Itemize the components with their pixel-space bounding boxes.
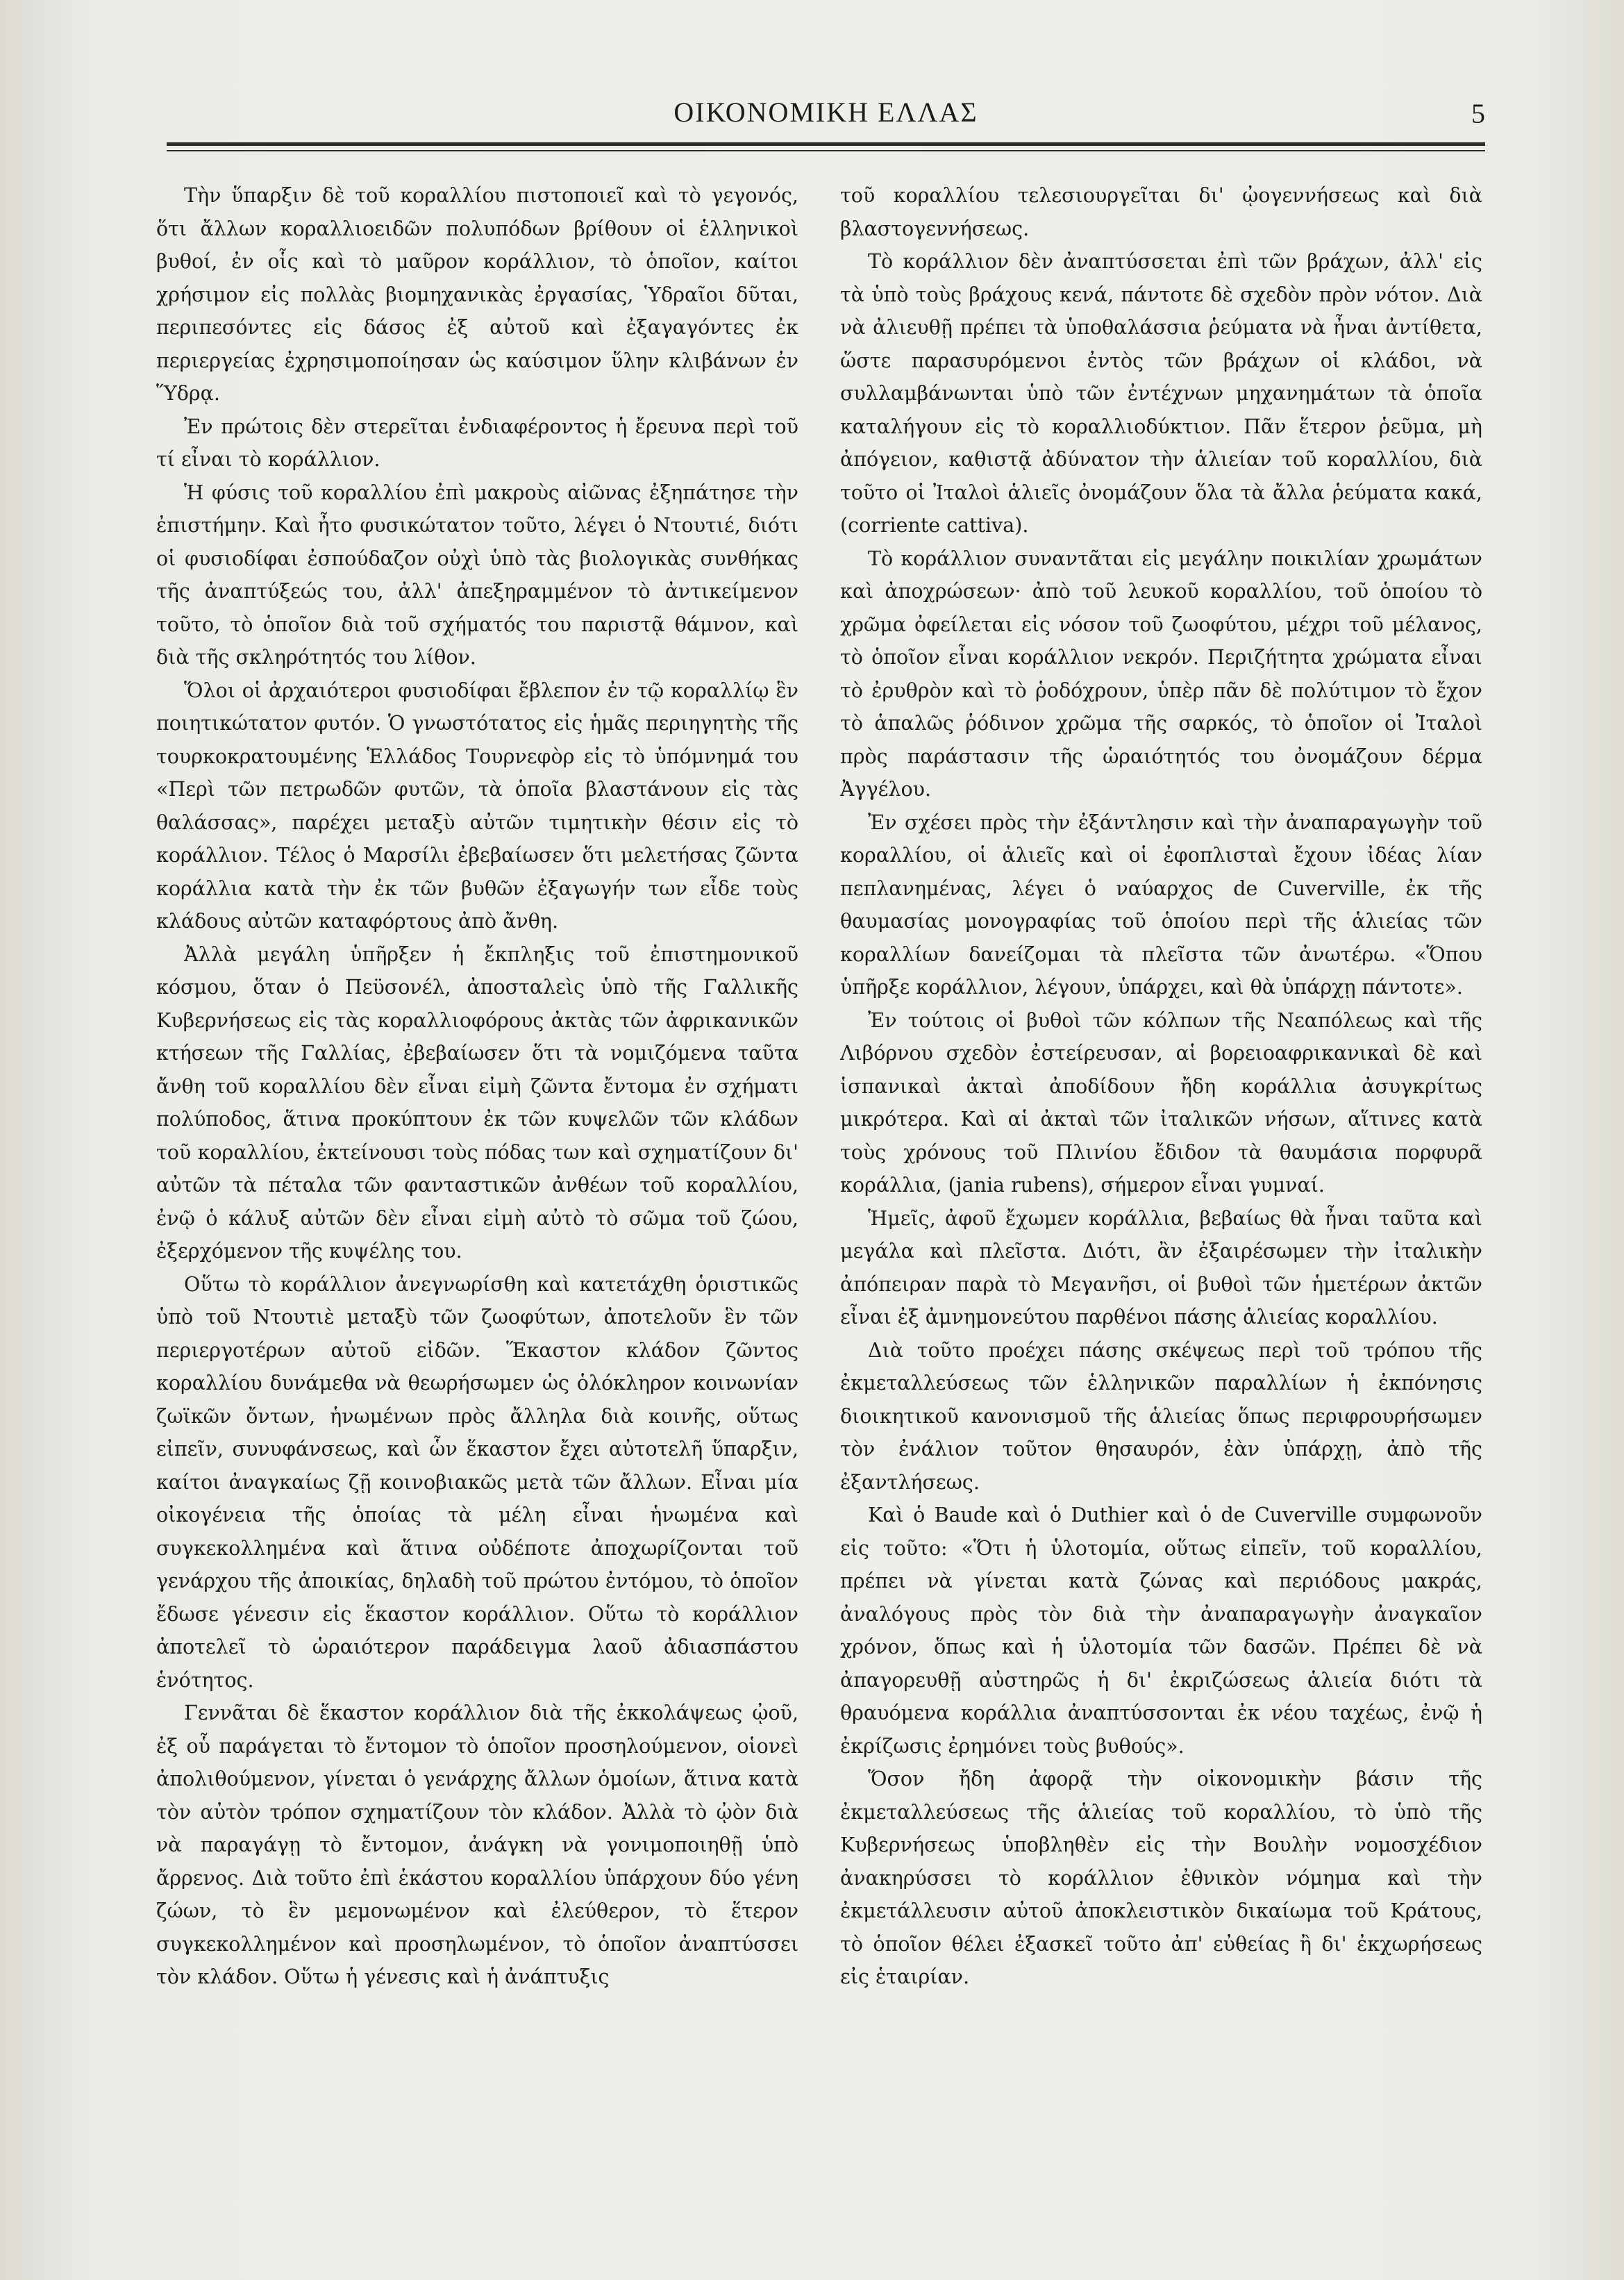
paragraph: Ἐν πρώτοις δὲν στερεῖται ἐνδιαφέροντος ἡ ἔρευνα περὶ τοῦ τί εἶναι τὸ κοράλλιον. <box>156 415 798 471</box>
header-rule-thin <box>167 150 1485 151</box>
paragraph: Γεννᾶται δὲ ἕκαστον κοράλλιον διὰ τῆς ἐκκολάψεως ᾠοῦ, ἐξ οὗ παράγεται τὸ ἔντομον τὸ ὁποῖον προσηλούμενον, οἱονεὶ ἀπολιθούμενον, γίνεται ὁ γενάρχης ἄλλων ὁμοίων, ἅτινα κατὰ τὸν αὐτὸν τρόπον σχηματίζουν τὸν κλάδον. Ἀλλὰ τὸ ᾠὸν διὰ νὰ παραγάγῃ τὸ ἔντομον, ἀνάγκη νὰ γονιμοποιηθῇ ὑπὸ ἄρρενος. Διὰ τοῦτο ἐπὶ ἑκάστου κοραλλίου ὑπάρχουν δύο γένη ζώων, τὸ ἓν μεμονωμένον καὶ ἐλεύθερον, τὸ ἕτερον συγκεκολλημένον καὶ προσηλωμένον, τὸ ὁποῖον ἀναπτύσσει τὸν κλάδον. Οὕτω ἡ γένεσις καὶ ἡ ἀνάπτυξις <box>156 1701 798 1988</box>
paragraph: Τὸ κοράλλιον συναντᾶται εἰς μεγάλην ποικιλίαν χρωμάτων καὶ ἀποχρώσεων· ἀπὸ τοῦ λευκοῦ κοραλλίου, τοῦ ὁποίου τὸ χρῶμα ὀφείλεται εἰς νόσον τοῦ ζωοφύτου, μέχρι τοῦ μέλανος, τὸ ὁποῖον εἶναι κοράλλιον νεκρόν. Περιζήτητα χρώματα εἶναι τὸ ἐρυθρὸν καὶ τὸ ῥοδόχρουν, ὑπὲρ πᾶν δὲ πολύτιμον τὸ ἔχον τὸ ἁπαλῶς ῥόδινον χρῶμα τῆς σαρκός, τὸ ὁποῖον οἱ Ἰταλοὶ πρὸς παράστασιν τῆς ὡραιότητός του ὀνομάζουν δέρμα Ἀγγέλου. <box>840 547 1482 801</box>
paragraph: Ἀλλὰ μεγάλη ὑπῆρξεν ἡ ἔκπληξις τοῦ ἐπιστημονικοῦ κόσμου, ὅταν ὁ Πεϋσονέλ, ἀποσταλεὶς ὑπὸ τῆς Γαλλικῆς Κυβερνήσεως εἰς τὰς κοραλλιοφόρους ἀκτὰς τῶν ἀφρικανικῶν κτήσεων τῆς Γαλλίας, ἐβεβαίωσεν ὅτι τὰ νομιζόμενα ταῦτα ἄνθη τοῦ κοραλλίου δὲν εἶναι εἰμὴ ζῶντα ἔντομα ἐν σχήματι πολύποδος, ἅτινα προκύπτουν ἐκ τῶν κυψελῶν τῶν κλάδων τοῦ κοραλλίου, ἐκτείνουσι τοὺς πόδας των καὶ σχηματίζουν δι' αὐτῶν τὰ πέταλα τῶν φανταστικῶν ἀνθέων τοῦ κοραλλίου, ἐνῷ ὁ κάλυξ αὐτῶν δὲν εἶναι εἰμὴ αὐτὸ τὸ σῶμα τοῦ ζώου, ἐξερχόμενον τῆς κυψέλης του. <box>156 942 798 1263</box>
journal-title: ΟΙΚΟΝΟΜΙΚΗ ΕΛΛΑΣ <box>673 97 978 128</box>
paragraph: Ὅσον ἤδη ἀφορᾷ τὴν οἰκονομικὴν βάσιν τῆς ἐκμεταλλεύσεως τῆς ἁλιείας τοῦ κοραλλίου, τὸ ὑπὸ τῆς Κυβερνήσεως ὑποβληθὲν εἰς τὴν Βουλὴν νομοσχέδιον ἀνακηρύσσει τὸ κοράλλιον ἐθνικὸν νόμημα καὶ τὴν ἐκμετάλλευσιν αὐτοῦ ἀποκλειστικὸν δικαίωμα τοῦ Κράτους, τὸ ὁποῖον θέλει ἐξασκεῖ τοῦτο ἀπ' εὐθείας ἢ δι' ἐκχωρήσεως εἰς ἑταιρίαν. <box>840 1767 1482 1988</box>
paragraph: Τὸ κοράλλιον δὲν ἀναπτύσσεται ἐπὶ τῶν βράχων, ἀλλ' εἰς τὰ ὑπὸ τοὺς βράχους κενά, πάντοτε δὲ σχεδὸν πρὸν νότον. Διὰ νὰ ἀλιευθῇ πρέπει τὰ ὑποθαλάσσια ῥεύματα νὰ ἦναι ἀντίθετα, ὥστε παρασυρόμενοι ἐντὸς τῶν βράχων οἱ κλάδοι, νὰ συλλαμβάνωνται ὑπὸ τῶν ἐντέχνων μηχανημάτων τὰ ὁποῖα καταλήγουν εἰς τὸ κοραλλιοδύκτιον. Πᾶν ἕτερον ῥεῦμα, μὴ ἀπόγειον, καθιστᾷ ἀδύνατον τὴν ἁλιείαν τοῦ κοραλλίου, διὰ τοῦτο οἱ Ἰταλοὶ ἁλιεῖς ὀνομάζουν ὅλα τὰ ἄλλα ῥεύματα κακά, (corriente cattiva). <box>840 250 1482 537</box>
paragraph: Ἡ φύσις τοῦ κοραλλίου ἐπὶ μακροὺς αἰῶνας ἐξηπάτησε τὴν ἐπιστήμην. Καὶ ἦτο φυσικώτατον τοῦτο, λέγει ὁ Ντουτιέ, διότι οἱ φυσιοδίφαι ἐσπούδαζον οὐχὶ ὑπὸ τὰς βιολογικὰς συνθήκας τῆς ἀναπτύξεώς του, ἀλλ' ἀπεξηραμμένον τὸ ἀντικείμενον τοῦτο, τὸ ὁποῖον διὰ τοῦ σχήματός του παριστᾷ θάμνον, καὶ διὰ τῆς σκληρότητός του λίθον. <box>156 481 798 669</box>
paragraph: Ἐν τούτοις οἱ βυθοὶ τῶν κόλπων τῆς Νεαπόλεως καὶ τῆς Λιβόρνου σχεδὸν ἐστείρευσαν, αἱ βορειοαφρικανικαὶ δὲ καὶ ἱσπανικαὶ ἀκταὶ ἀποδίδουν ἤδη κοράλλια ἀσυγκρίτως μικρότερα. Καὶ αἱ ἀκταὶ τῶν ἰταλικῶν νήσων, αἵτινες κατὰ τοὺς χρόνους τοῦ Πλινίου ἔδιδον τὰ θαυμάσια πορφυρᾶ κοράλλια, (jania rubens), σήμερον εἶναι γυμναί. <box>840 1008 1482 1197</box>
running-head <box>167 96 1485 138</box>
header-rule-thick <box>167 142 1485 146</box>
paragraph: Διὰ τοῦτο προέχει πάσης σκέψεως περὶ τοῦ τρόπου τῆς ἐκμεταλλεύσεως τῶν ἑλληνικῶν παραλλίων ἡ ἐκπόνησις διοικητικοῦ κανονισμοῦ τῆς ἁλιείας ὅπως περιφρουρήσωμεν τὸν ἐνάλιον τοῦτον θησαυρόν, ἐὰν ὑπάρχῃ, ἀπὸ τῆς ἐξαντλήσεως. <box>840 1338 1482 1494</box>
left-column <box>156 179 798 1994</box>
paragraph: Καὶ ὁ Baude καὶ ὁ Duthier καὶ ὁ de Cuverville συμφωνοῦν εἰς τοῦτο: «Ὅτι ἡ ὑλοτομία, οὕτως εἰπεῖν, τοῦ κοραλλίου, πρέπει νὰ γίνεται κατὰ ζώνας καὶ περιόδους μακράς, ἀναλόγους πρὸς τὸν διὰ τὴν ἀναπαραγωγὴν ἀναγκαῖον χρόνον, ὅπως καὶ ἡ ὑλοτομία τῶν δασῶν. Πρέπει δὲ νὰ ἀπαγορευθῇ αὐστηρῶς ἡ δι' ἐκριζώσεως ἁλιεία διότι τὰ θραυόμενα κοράλλια ἀναπτύσσονται ἐκ νέου ταχέως, ἐνῷ ἡ ἐκρίζωσις ἐρημόνει τοὺς βυθούς». <box>840 1504 1482 1758</box>
right-column <box>840 179 1482 1994</box>
column-gutter <box>819 179 820 2068</box>
paragraph: Ἡμεῖς, ἀφοῦ ἔχωμεν κοράλλια, βεβαίως θὰ ἦναι ταῦτα καὶ μεγάλα καὶ πλεῖστα. Διότι, ἂν ἐξαιρέσωμεν τὴν ἰταλικὴν ἀπόπειραν παρὰ τὸ Μεγανῆσι, οἱ βυθοὶ τῶν ἡμετέρων ἀκτῶν εἶναι ἐξ ἀμνημονεύτου παρθένοι πάσης ἁλιείας κοραλλίου. <box>840 1206 1482 1329</box>
page-number: 5 <box>1471 98 1485 129</box>
paragraph: Τὴν ὕπαρξιν δὲ τοῦ κοραλλίου πιστοποιεῖ καὶ τὸ γεγονός, ὅτι ἄλλων κοραλλιοειδῶν πολυπόδων βρίθουν οἱ ἑλληνικοὶ βυθοί, ἐν οἷς καὶ τὸ μαῦρον κοράλλιον, τὸ ὁποῖον, καίτοι χρήσιμον εἰς πολλὰς βιομηχανικὰς ἐργασίας, Ὑδραῖοι δῦται, περιπεσόντες εἰς δάσος ἐξ αὐτοῦ καὶ ἐξαγαγόντες ἐκ περιεργείας ἐχρησιμοποίησαν ὡς καύσιμον ὕλην κλιβάνων ἐν Ὕδρᾳ. <box>156 184 798 405</box>
paragraph: Ὅλοι οἱ ἀρχαιότεροι φυσιοδίφαι ἔβλεπον ἐν τῷ κοραλλίῳ ἓν ποιητικώτατον φυτόν. Ὁ γνωστότατος εἰς ἡμᾶς περιηγητὴς τῆς τουρκοκρατουμένης Ἑλλάδος Τουρνεφὸρ εἰς τὸ ὑπόμνημά του «Περὶ τῶν πετρωδῶν φυτῶν, τὰ ὁποῖα βλαστάνουν εἰς τὰς θαλάσσας», παρέχει μεταξὺ αὐτῶν τιμητικὴν θέσιν εἰς τὸ κοράλλιον. Τέλος ὁ Μαρσίλι ἐβεβαίωσεν ὅτι μελετήσας ζῶντα κοράλλια κατὰ τὴν ἐκ τῶν βυθῶν ἐξαγωγήν των εἶδε τοὺς κλάδους αὐτῶν καταφόρτους ἀπὸ ἄνθη. <box>156 679 798 933</box>
paragraph: Οὕτω τὸ κοράλλιον ἀνεγνωρίσθη καὶ κατετάχθη ὁριστικῶς ὑπὸ τοῦ Ντουτιὲ μεταξὺ τῶν ζωοφύτων, ἀποτελοῦν ἓν τῶν περιεργοτέρων αὐτοῦ εἰδῶν. Ἕκαστον κλάδον ζῶντος κοραλλίου δυνάμεθα νὰ θεωρήσωμεν ὡς ὁλόκληρον κοινωνίαν ζωϊκῶν ὄντων, ἡνωμένων πρὸς ἄλληλα διὰ κοινῆς, οὕτως εἰπεῖν, συνυφάνσεως, καὶ ὧν ἕκαστον ἔχει αὐτοτελῆ ὕπαρξιν, καίτοι ἀναγκαίως ζῇ κοινοβιακῶς μετὰ τῶν ἄλλων. Εἶναι μία οἰκογένεια τῆς ὁποίας τὰ μέλη εἶναι ἡνωμένα καὶ συγκεκολλημένα καὶ ἅτινα οὐδέποτε ἀποχωρίζονται τοῦ γενάρχου τῆς ἀποικίας, δηλαδὴ τοῦ πρώτου ἐντόμου, τὸ ὁποῖον ἔδωσε γένεσιν εἰς ἕκαστον κοράλλιον. Οὕτω τὸ κοράλλιον ἀποτελεῖ τὸ ὡραιότερον παράδειγμα λαοῦ ἀδιασπάστου ἑνότητος. <box>156 1272 798 1692</box>
paragraph-continuation: τοῦ κοραλλίου τελεσιουργεῖται δι' ᾠογεννήσεως καὶ διὰ βλαστογεννήσεως. <box>840 184 1482 240</box>
paragraph: Ἐν σχέσει πρὸς τὴν ἐξάντλησιν καὶ τὴν ἀναπαραγωγὴν τοῦ κοραλλίου, οἱ ἁλιεῖς καὶ οἱ ἐφοπλισταὶ ἔχουν ἰδέας λίαν πεπλανημένας, λέγει ὁ ναύαρχος de Cuverville, ἐκ τῆς θαυμασίας μονογραφίας τοῦ ὁποίου περὶ τῆς ἁλιείας τῶν κοραλλίων δανείζομαι τὰ πλεῖστα τῶν ἀνωτέρω. «Ὅπου ὑπῆρξε κοράλλιον, λέγουν, ὑπάρχει, καὶ θὰ ὑπάρχῃ πάντοτε». <box>840 810 1482 999</box>
